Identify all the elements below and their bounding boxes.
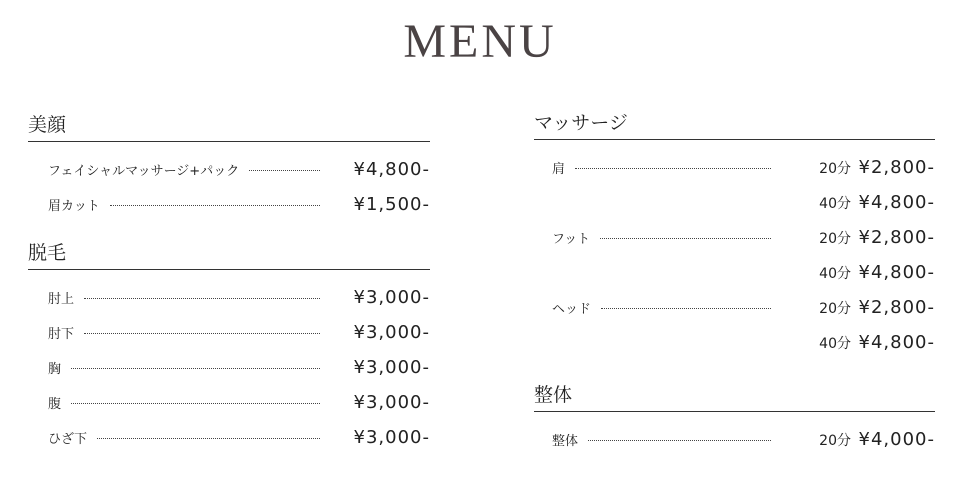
item-price: ¥4,800-: [353, 159, 430, 180]
section-heading: 整体: [534, 380, 935, 412]
dotted-leader: [601, 308, 771, 309]
dotted-leader: [588, 440, 771, 441]
dotted-leader: [71, 368, 320, 369]
page-title: MENU: [403, 15, 557, 68]
dotted-leader: [575, 168, 771, 169]
section-heading: 美顔: [28, 110, 430, 142]
item-name: フェイシャルマッサージ+パック: [48, 164, 240, 179]
item-duration: 20分: [819, 160, 851, 177]
menu-item-option: [534, 325, 935, 360]
menu-item-option: [534, 255, 935, 290]
section-heading: マッサージ: [534, 108, 935, 140]
right-column: [534, 108, 935, 457]
item-duration: 20分: [819, 432, 851, 449]
item-price: ¥4,800-: [858, 192, 935, 213]
item-name: 胸: [48, 362, 62, 377]
section-hair-removal: [28, 238, 430, 455]
item-duration: 20分: [819, 230, 851, 247]
menu-item: [28, 385, 430, 420]
item-name: フット: [552, 232, 591, 247]
item-duration: 20分: [819, 300, 851, 317]
item-name: 眉カット: [48, 199, 100, 214]
item-name: ヘッド: [552, 302, 592, 317]
item-price: ¥1,500-: [353, 194, 430, 215]
item-name: 肘上: [48, 292, 75, 307]
left-column: [28, 110, 430, 455]
item-name: 腹: [48, 397, 62, 412]
dotted-leader: [110, 205, 320, 206]
item-price: ¥4,800-: [858, 332, 935, 353]
menu-item: [534, 150, 935, 185]
section-massage: [534, 108, 935, 360]
menu-item: [28, 315, 430, 350]
dotted-leader: [97, 438, 320, 439]
item-price: ¥2,800-: [858, 227, 935, 248]
menu-item-option: [534, 185, 935, 220]
menu-item: [534, 220, 935, 255]
dotted-leader: [84, 333, 320, 334]
item-duration: 40分: [819, 265, 851, 282]
section-beauty-face: [28, 110, 430, 222]
item-price: ¥4,000-: [858, 429, 935, 450]
menu-item: [534, 290, 935, 325]
dotted-leader: [71, 403, 320, 404]
item-name: 整体: [552, 434, 579, 449]
item-price: ¥3,000-: [353, 392, 430, 413]
dotted-leader: [600, 238, 771, 239]
dotted-leader: [84, 298, 320, 299]
item-duration: 40分: [819, 195, 851, 212]
dotted-leader: [249, 170, 320, 171]
menu-item: [28, 420, 430, 455]
item-price: ¥3,000-: [353, 427, 430, 448]
item-list: [534, 412, 935, 457]
section-chiropractic: [534, 380, 935, 457]
menu-item: [534, 422, 935, 457]
section-heading: 脱毛: [28, 238, 430, 270]
item-list: [534, 140, 935, 360]
item-list: [28, 142, 430, 222]
item-name: 肩: [552, 162, 566, 177]
item-name: ひざ下: [48, 432, 88, 447]
item-price: ¥3,000-: [353, 287, 430, 308]
menu-item: [28, 152, 430, 187]
item-name: 肘下: [48, 327, 75, 342]
item-price: ¥3,000-: [353, 322, 430, 343]
menu-item: [28, 350, 430, 385]
item-duration: 40分: [819, 335, 851, 352]
menu-item: [28, 280, 430, 315]
item-list: [28, 270, 430, 455]
item-price: ¥4,800-: [858, 262, 935, 283]
item-price: ¥2,800-: [858, 297, 935, 318]
item-price: ¥2,800-: [858, 157, 935, 178]
menu-item: [28, 187, 430, 222]
item-price: ¥3,000-: [353, 357, 430, 378]
